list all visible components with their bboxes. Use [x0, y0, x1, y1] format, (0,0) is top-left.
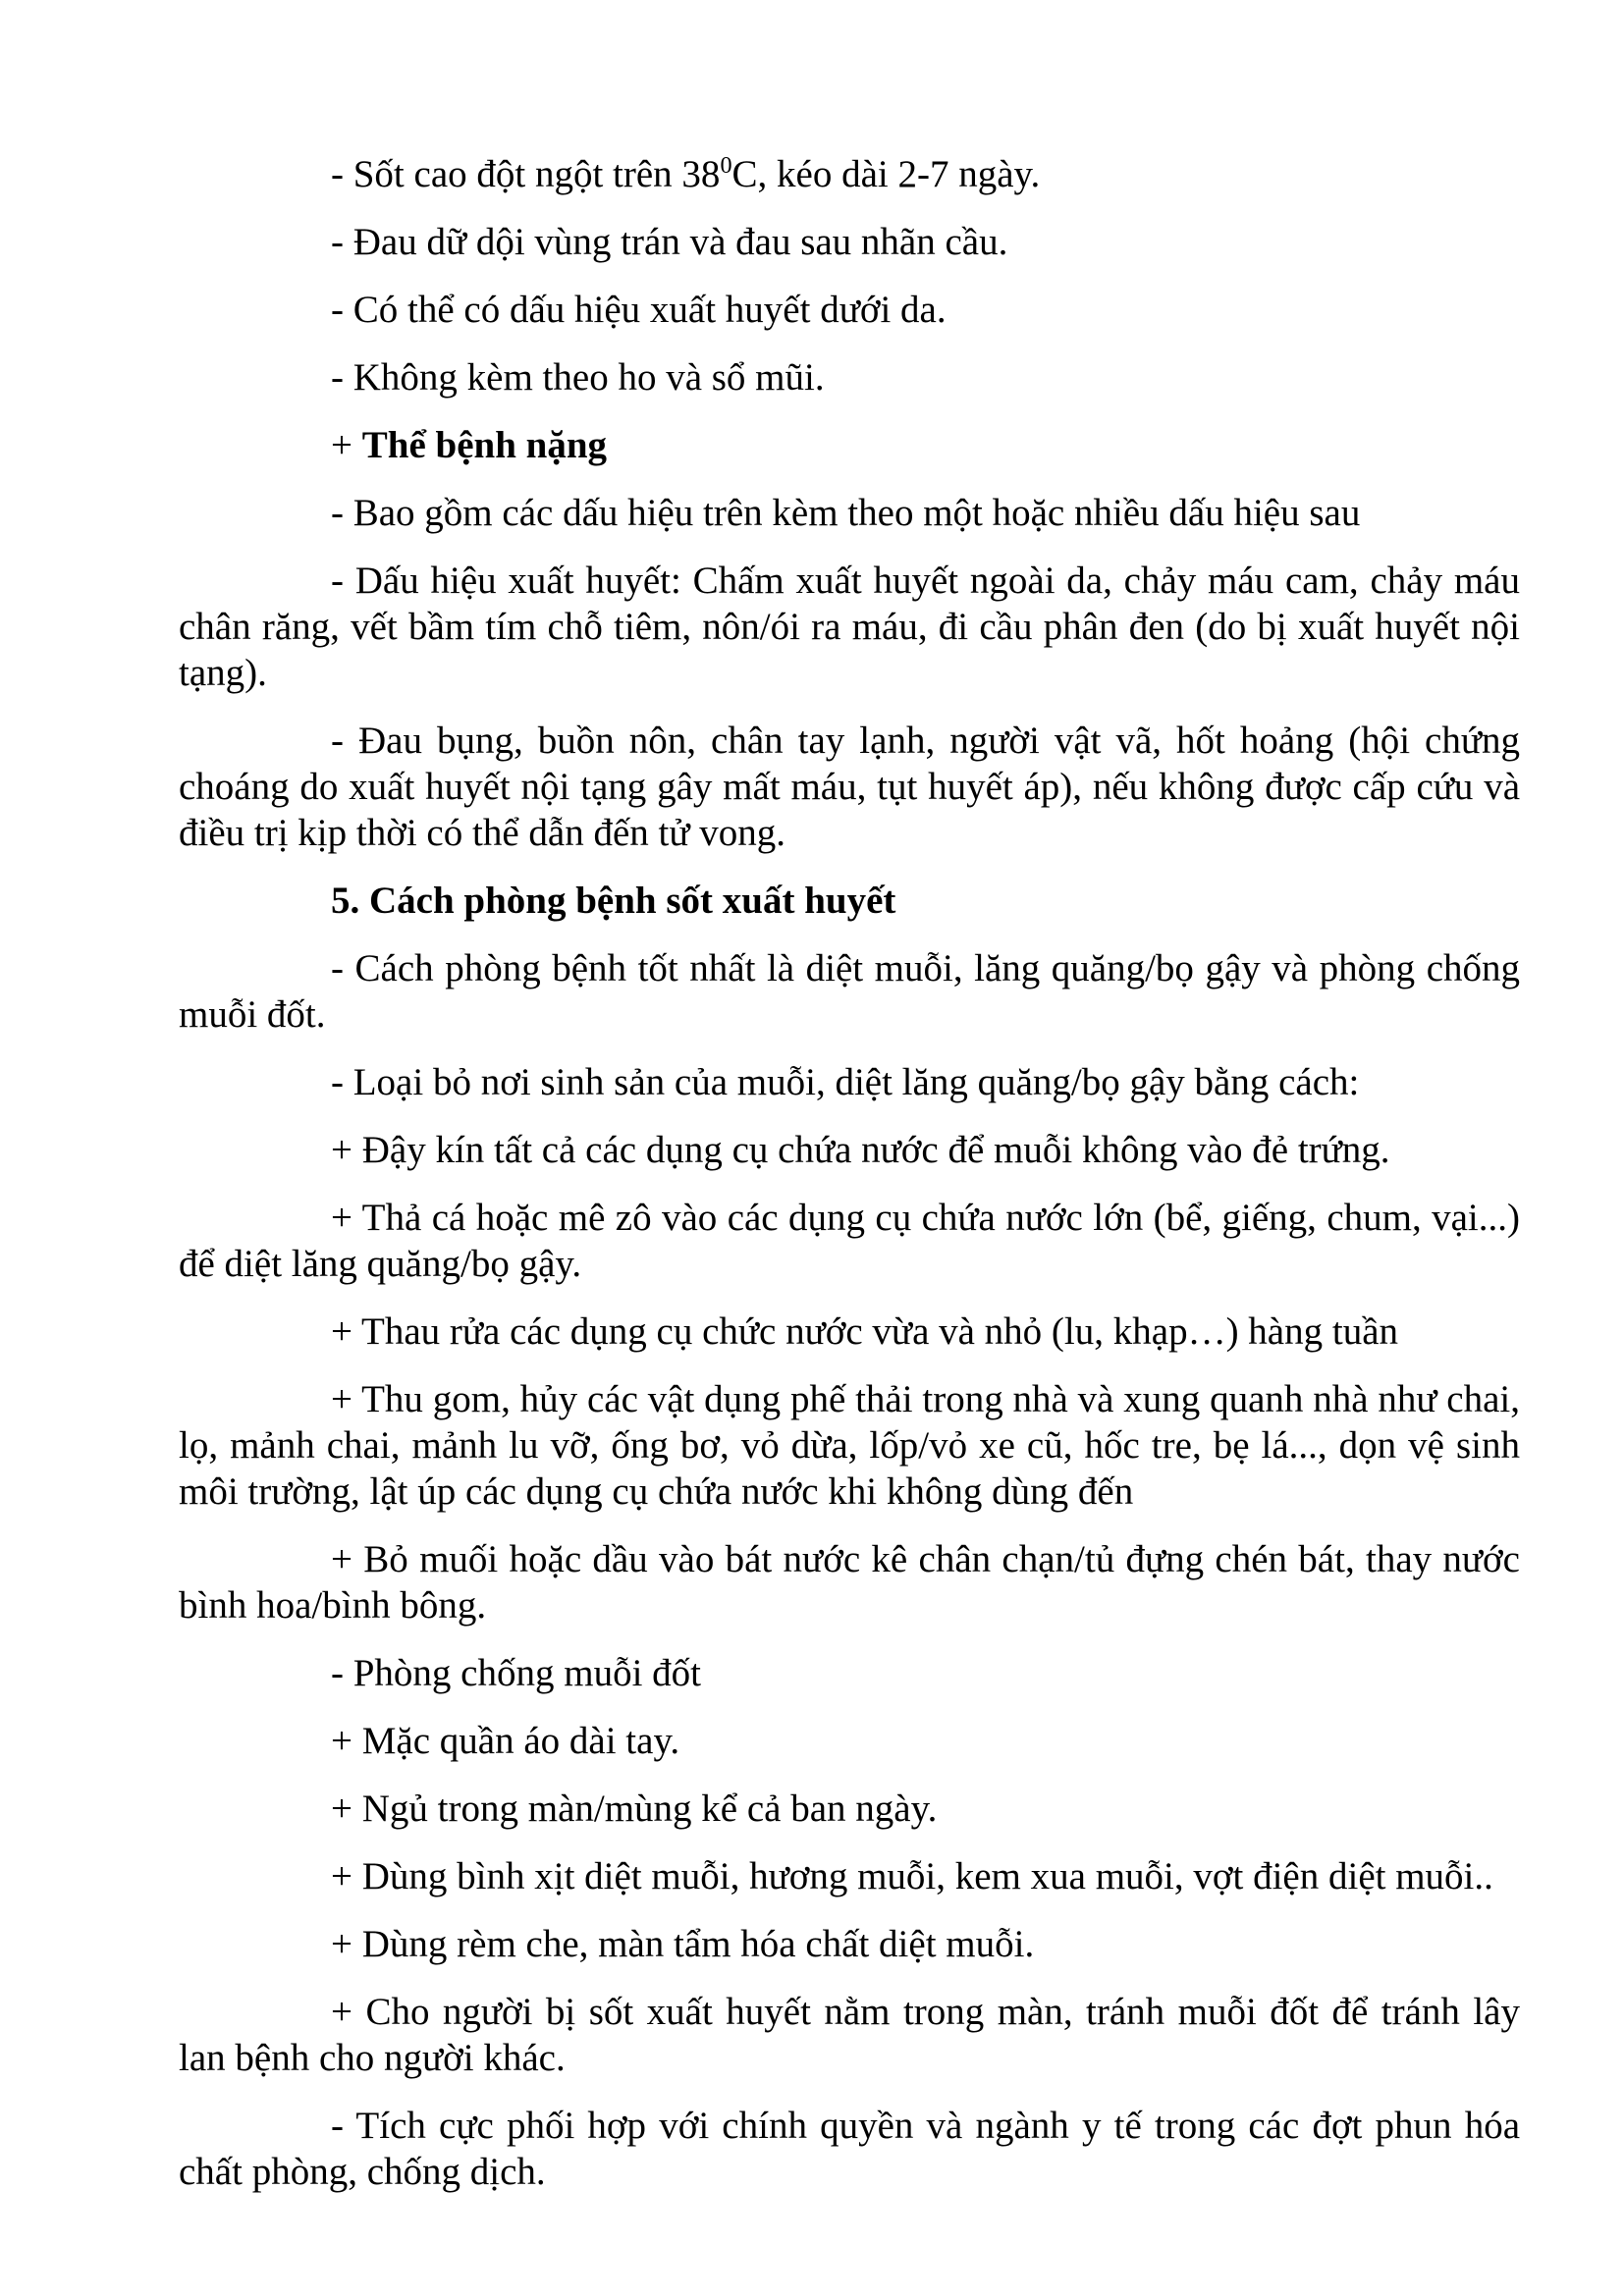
text-run: - Phòng chống muỗi đốt — [331, 1652, 701, 1694]
text-run: + — [331, 424, 362, 466]
paragraph — [179, 1786, 1520, 1832]
text-run: + Cho người bị sốt xuất huyết nằm trong màn, tránh muỗi đốt để tránh lây lan bệnh cho người khác. — [179, 1991, 1520, 2079]
text-run: + Thả cá hoặc mê zô vào các dụng cụ chứa nước lớn (bể, giếng, chum, vại...) để diệt lăng quăng/bọ gậy. — [179, 1197, 1520, 1285]
superscript-text: 0 — [720, 152, 732, 179]
paragraph — [179, 287, 1520, 333]
paragraph — [179, 1718, 1520, 1764]
paragraph — [179, 354, 1520, 400]
text-run: - Đau dữ dội vùng trán và đau sau nhãn cầu. — [331, 221, 1008, 263]
text-run: + Đậy kín tất cả các dụng cụ chứa nước để muỗi không vào đẻ trứng. — [331, 1129, 1390, 1171]
paragraph — [179, 1059, 1520, 1105]
paragraph — [179, 1989, 1520, 2081]
text-run: - Bao gồm các dấu hiệu trên kèm theo một hoặc nhiều dấu hiệu sau — [331, 492, 1361, 534]
paragraph — [179, 1536, 1520, 1629]
text-run: Thể bệnh nặng — [361, 424, 608, 466]
paragraph — [179, 1195, 1520, 1287]
paragraph — [179, 151, 1520, 197]
text-run: + Dùng bình xịt diệt muỗi, hương muỗi, kem xua muỗi, vợt điện diệt muỗi.. — [331, 1855, 1493, 1897]
paragraph — [179, 2103, 1520, 2195]
text-run: + Thau rửa các dụng cụ chức nước vừa và nhỏ (lu, khạp…) hàng tuần — [331, 1310, 1399, 1353]
paragraph — [179, 718, 1520, 856]
text-run: + Thu gom, hủy các vật dụng phế thải trong nhà và xung quanh nhà như chai, lọ, mảnh chai, mảnh lu vỡ, ống bơ, vỏ dừa, lốp/vỏ xe cũ, hốc tre, bẹ lá..., dọn vệ sinh môi trường, lật úp các dụng cụ chứa nước khi không dùng đến — [179, 1378, 1520, 1513]
text-run: 5. Cách phòng bệnh sốt xuất huyết — [331, 880, 896, 922]
paragraph — [179, 1308, 1520, 1355]
text-run: - Có thể có dấu hiệu xuất huyết dưới da. — [331, 289, 947, 331]
paragraph — [179, 1853, 1520, 1899]
paragraph — [179, 1127, 1520, 1173]
paragraph — [179, 558, 1520, 696]
text-run: - Đau bụng, buồn nôn, chân tay lạnh, người vật vã, hốt hoảng (hội chứng choáng do xuất huyết nội tạng gây mất máu, tụt huyết áp), nếu không được cấp cứu và điều trị kịp thời có thể dẫn đến tử vong. — [179, 720, 1520, 854]
section-heading — [179, 878, 1520, 924]
text-run: - Cách phòng bệnh tốt nhất là diệt muỗi, lăng quăng/bọ gậy và phòng chống muỗi đốt. — [179, 947, 1520, 1036]
section-heading — [179, 422, 1520, 468]
paragraph — [179, 1921, 1520, 1967]
paragraph — [179, 490, 1520, 536]
text-run: - Loại bỏ nơi sinh sản của muỗi, diệt lăng quăng/bọ gậy bằng cách: — [331, 1061, 1360, 1103]
text-run: C, kéo dài 2-7 ngày. — [731, 153, 1041, 195]
text-run: + Ngủ trong màn/mùng kể cả ban ngày. — [331, 1788, 938, 1830]
paragraph — [179, 1650, 1520, 1696]
paragraph — [179, 1376, 1520, 1515]
text-run: + Bỏ muối hoặc dầu vào bát nước kê chân chạn/tủ đựng chén bát, thay nước bình hoa/bình bông. — [179, 1538, 1520, 1627]
paragraph — [179, 219, 1520, 265]
text-run: - Không kèm theo ho và sổ mũi. — [331, 356, 825, 399]
paragraph — [179, 945, 1520, 1038]
text-run: + Dùng rèm che, màn tẩm hóa chất diệt muỗi. — [331, 1923, 1035, 1965]
text-run: - Sốt cao đột ngột trên 38 — [331, 153, 721, 195]
text-run: - Dấu hiệu xuất huyết: Chấm xuất huyết ngoài da, chảy máu cam, chảy máu chân răng, vết bầm tím chỗ tiêm, nôn/ói ra máu, đi cầu phân đen (do bị xuất huyết nội tạng). — [179, 560, 1520, 694]
text-run: + Mặc quần áo dài tay. — [331, 1720, 680, 1762]
text-run: - Tích cực phối hợp với chính quyền và ngành y tế trong các đợt phun hóa chất phòng, chống dịch. — [179, 2105, 1520, 2193]
